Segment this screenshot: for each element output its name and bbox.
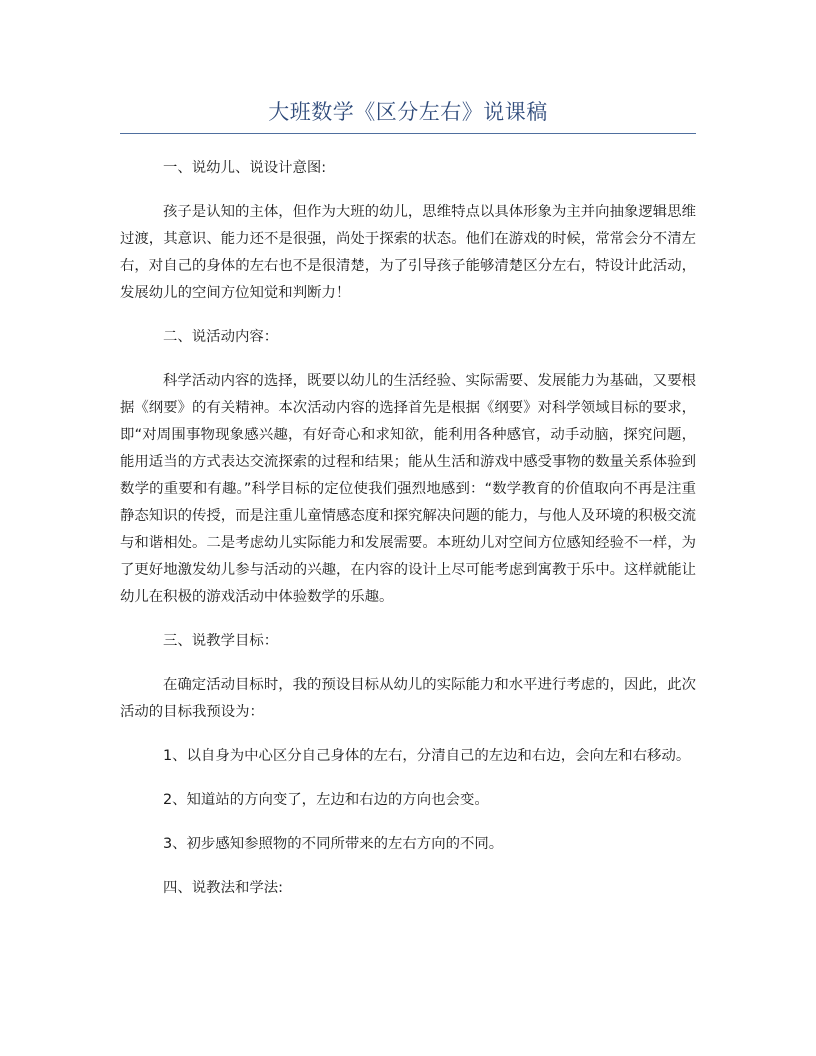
document-body xyxy=(120,155,696,919)
section-heading-4: 四、说教法和学法: xyxy=(163,880,283,896)
section-heading-1: 一、说幼儿、说设计意图: xyxy=(163,160,327,176)
title-underline xyxy=(120,133,696,134)
objective-item-2: 2、知道站的方向变了，左边和右边的方向也会变。 xyxy=(163,792,489,808)
section-2-paragraph-1: 科学活动内容的选择，既要以幼儿的生活经验、实际需要、发展能力为基础，又要根据《纲要》的有关精神。本次活动内容的选择首先是根据《纲要》对科学领域目标的要求，即“对周围事物现象感兴趣，有好奇心和求知欲，能利用各种感官，动手动脑，探究问题，能用适当的方式表达交流探索的过程和结果；能从生活和游戏中感受事物的数量关系体验到数学的重要和有趣。”科学目标的定位使我们强烈地感到：“数学教育的价值取向不再是注重静态知识的传授，而是注重儿童情感态度和探究解决问题的能力，与他人及环境的积极交流与和谐相处。二是考虑幼儿实际能力和发展需要。本班幼儿对空间方位感知经验不一样，为了更好地激发幼儿参与活动的兴趣，在内容的设计上尽可能考虑到寓教于乐中。这样就能让幼儿在积极的游戏活动中体验数学的乐趣。 xyxy=(120,373,696,605)
section-heading-2: 二、说活动内容： xyxy=(163,329,279,345)
objective-item-1: 1、以自身为中心区分自己身体的左右，分清自己的左边和右边，会向左和右移动。 xyxy=(163,748,691,764)
section-1-paragraph-1: 孩子是认知的主体，但作为大班的幼儿，思维特点以具体形象为主并向抽象逻辑思维过渡，其意识、能力还不是很强，尚处于探索的状态。他们在游戏的时候，常常会分不清左右，对自己的身体的左右也不是很清楚，为了引导孩子能够清楚区分左右，特设计此活动，发展幼儿的空间方位知觉和判断力！ xyxy=(120,204,696,301)
document-title: 大班数学《区分左右》说课稿 xyxy=(268,100,548,124)
objective-item-3: 3、初步感知参照物的不同所带来的左右方向的不同。 xyxy=(163,836,504,852)
section-heading-3: 三、说教学目标： xyxy=(163,633,279,649)
section-3-paragraph-1: 在确定活动目标时，我的预设目标从幼儿的实际能力和水平进行考虑的，因此，此次活动的目标我预设为： xyxy=(120,677,696,720)
